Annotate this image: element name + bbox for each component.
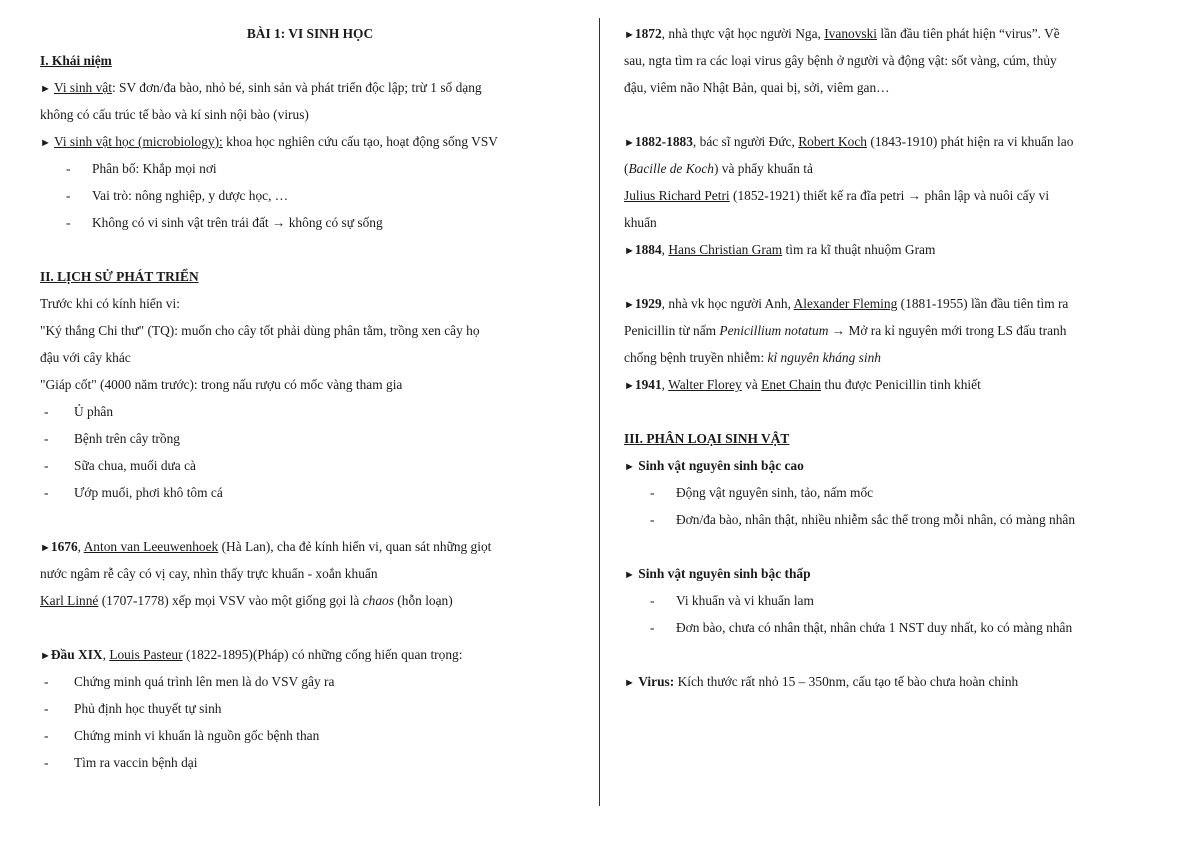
history-quote-1: "Ký thắng Chi thư" (TQ): muốn cho cây tốt phải dùng phân tằm, trồng xen cây họ: [40, 323, 480, 338]
definition-microorganism: ► Vi sinh vật: SV đơn/đa bào, nhỏ bé, sinh sản và phát triển độc lập; trừ 1 số dạng: [40, 80, 482, 95]
list-item: - Ướp muối, phơi khô tôm cá: [44, 485, 223, 500]
event-1929-cont-2: chống bệnh truyền nhiễm: kỉ nguyên kháng sinh: [624, 350, 881, 365]
definition-microbiology: ► Vi sinh vật học (microbiology): khoa học nghiên cứu cấu tạo, hoạt động sống VSV: [40, 134, 498, 149]
event-1882-cont: (Bacille de Koch) và phẩy khuẩn tả: [624, 161, 813, 176]
event-1941: ►1941, Walter Florey và Enet Chain thu được Penicillin tinh khiết: [624, 377, 981, 392]
list-item: - Chứng minh vi khuẩn là nguồn gốc bệnh than: [44, 728, 320, 743]
list-item: - Phủ định học thuyết tự sinh: [44, 701, 222, 716]
section-heading-classification: III. PHÂN LOẠI SINH VẬT: [624, 431, 790, 446]
event-1872: ►1872, nhà thực vật học người Nga, Ivanovski lần đầu tiên phát hiện “virus”. Về: [624, 26, 1060, 41]
event-1872-cont: sau, ngta tìm ra các loại virus gây bệnh ở người và động vật: sốt vàng, cúm, thủy: [624, 53, 1057, 68]
group-higher: ► Sinh vật nguyên sinh bậc cao: [624, 458, 804, 473]
list-item: - Phân bố: Khắp mọi nơi: [66, 161, 217, 176]
list-item: - Vi khuẩn và vi khuẩn lam: [650, 593, 814, 608]
bullet-marker: ►: [40, 83, 51, 95]
list-item: - Động vật nguyên sinh, tảo, nấm mốc: [650, 485, 874, 500]
list-item: - Đơn bào, chưa có nhân thật, nhân chứa 1 NST duy nhất, ko có màng nhân: [650, 620, 1073, 635]
event-1929-cont: Penicillin từ nấm Penicillium notatum → Mở ra kỉ nguyên mới trong LS đấu tranh: [624, 323, 1067, 338]
left-column: [40, 20, 580, 776]
list-item: - Bệnh trên cây trồng: [44, 431, 180, 446]
event-linne: Karl Linné (1707-1778) xếp mọi VSV vào một giống gọi là chaos (hỗn loạn): [40, 593, 453, 608]
event-1929: ►1929, nhà vk học người Anh, Alexander Fleming (1881-1955) lần đầu tiên tìm ra: [624, 296, 1069, 311]
list-item: - Đơn/đa bào, nhân thật, nhiều nhiễm sắc thể trong mỗi nhân, có màng nhân: [650, 512, 1076, 527]
section-heading-concept: I. Khái niệm: [40, 53, 112, 68]
event-1882: ►1882-1883, bác sĩ người Đức, Robert Koch (1843-1910) phát hiện ra vi khuẩn lao: [624, 134, 1074, 149]
list-item: - Tìm ra vaccin bệnh dại: [44, 755, 198, 770]
right-column: [624, 20, 1164, 695]
event-1676: ►1676, Anton van Leeuwenhoek (Hà Lan), cha đẻ kính hiển vi, quan sát những giọt: [40, 539, 492, 554]
column-divider: [599, 18, 600, 806]
term-microorganism: Vi sinh vật: [54, 80, 112, 95]
history-intro: Trước khi có kính hiển vi:: [40, 296, 180, 311]
group-lower: ► Sinh vật nguyên sinh bậc thấp: [624, 566, 811, 581]
event-pasteur: ►Đầu XIX, Louis Pasteur (1822-1895)(Pháp) có những cống hiến quan trọng:: [40, 647, 463, 662]
event-petri-cont: khuẩn: [624, 215, 657, 230]
history-quote-2: "Giáp cốt" (4000 năm trước): trong nấu rượu có mốc vàng tham gia: [40, 377, 403, 392]
term-microbiology: Vi sinh vật học (microbiology):: [54, 134, 223, 149]
list-item: - Vai trò: nông nghiệp, y dược học, …: [66, 188, 289, 203]
list-item: - Sữa chua, muối dưa cà: [44, 458, 196, 473]
page-title: BÀI 1: VI SINH HỌC: [246, 26, 374, 41]
event-1872-cont-2: đậu, viêm não Nhật Bản, quai bị, sởi, viêm gan…: [624, 80, 890, 95]
list-item: - Ủ phân: [44, 404, 114, 419]
group-virus: ► Virus: Kích thước rất nhỏ 15 – 350nm, cấu tạo tế bào chưa hoàn chỉnh: [624, 674, 1019, 689]
section-heading-history: II. LỊCH SỬ PHÁT TRIỂN: [40, 269, 199, 284]
event-1884: ►1884, Hans Christian Gram tìm ra kĩ thuật nhuộm Gram: [624, 242, 936, 257]
list-item: - Không có vi sinh vật trên trái đất → không có sự sống: [66, 215, 383, 230]
event-petri: Julius Richard Petri (1852-1921) thiết kế ra đĩa petri → phân lập và nuôi cấy vi: [624, 188, 1050, 203]
list-item: - Chứng minh quá trình lên men là do VSV gây ra: [44, 674, 335, 689]
history-quote-1-cont: đậu với cây khác: [40, 350, 131, 365]
bullet-marker: ►: [40, 137, 51, 149]
event-1676-cont: nước ngâm rễ cây có vị cay, nhìn thấy trực khuẩn - xoắn khuẩn: [40, 566, 378, 581]
definition-microorganism-cont: không có cấu trúc tế bào và kí sinh nội bào (virus): [40, 107, 309, 122]
